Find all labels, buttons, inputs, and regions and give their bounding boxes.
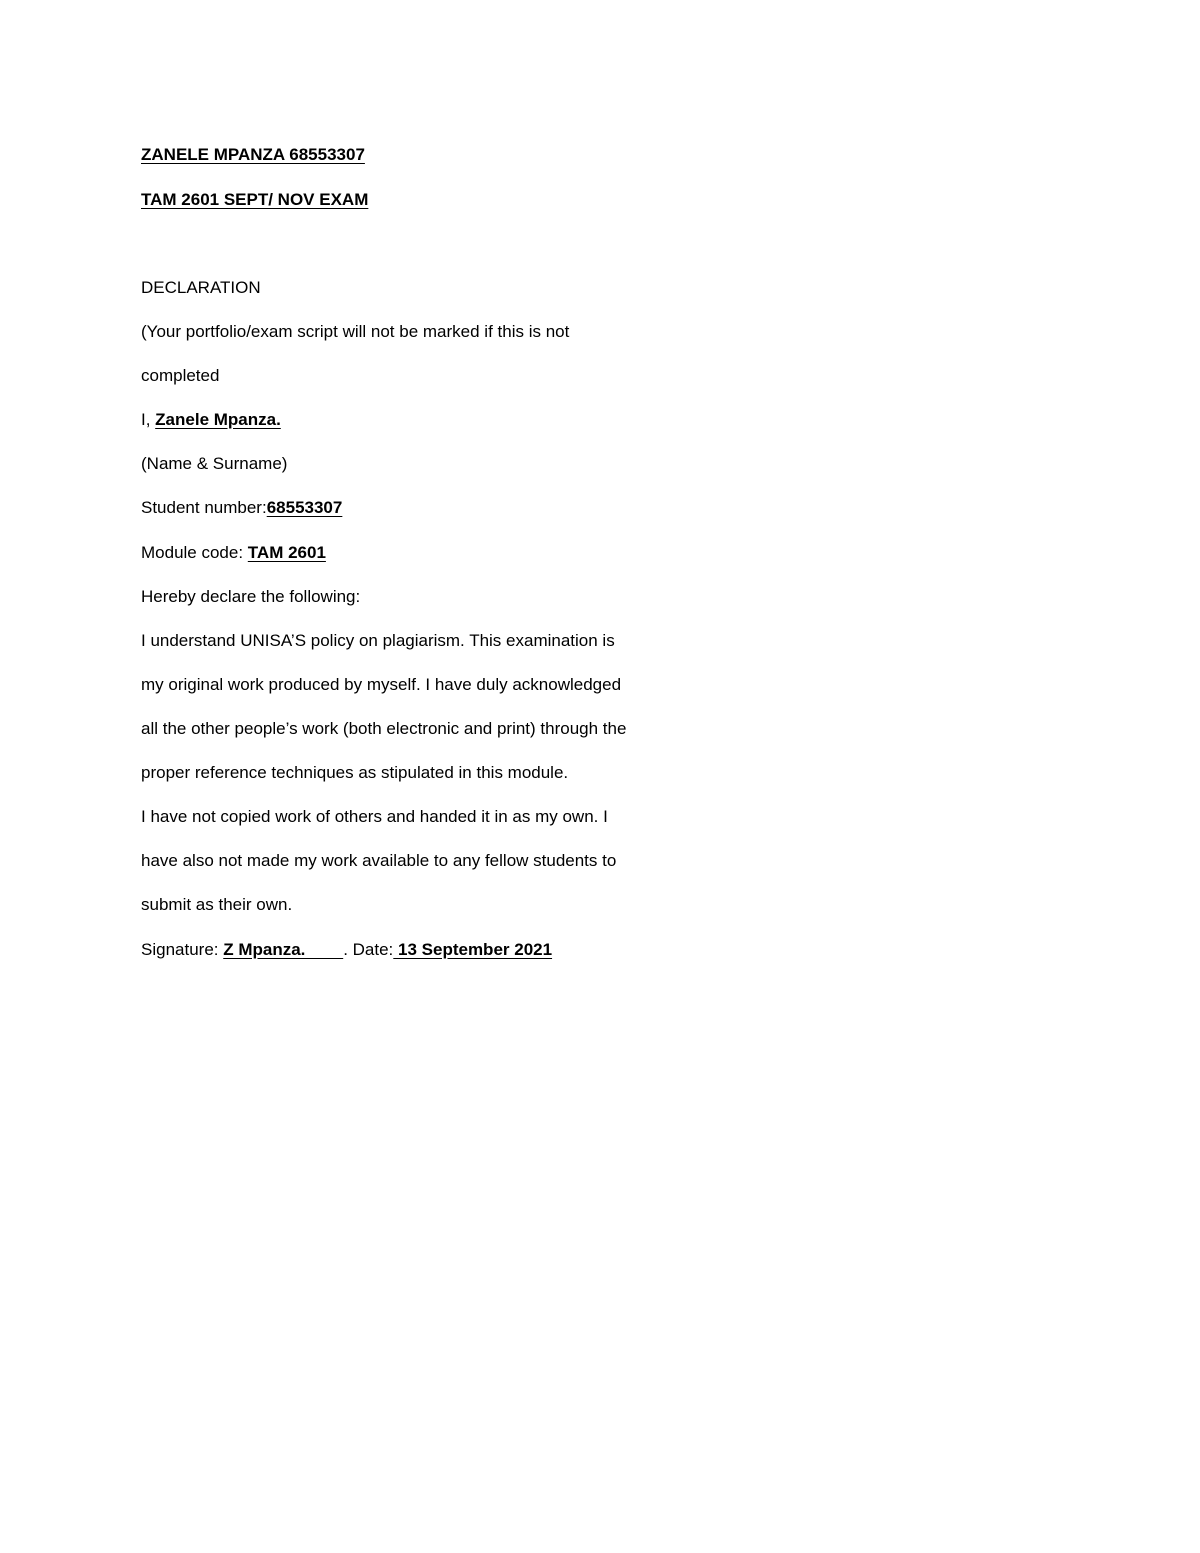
date-label: . Date: <box>343 940 394 959</box>
module-code-label: Module code: <box>141 543 248 562</box>
module-code-value: TAM 2601 <box>247 543 326 562</box>
section-title: DECLARATION <box>141 278 261 297</box>
notice-line-2: completed <box>141 366 220 385</box>
body-line: submit as their own. <box>141 895 293 914</box>
body-line: my original work produced by myself. I have duly acknowledged <box>141 675 622 694</box>
name-prefix: I, <box>141 410 156 429</box>
body-line: have also not made my work available to any fellow students to <box>141 851 617 870</box>
student-number-value: 68553307 <box>266 498 343 517</box>
name-line <box>141 409 281 431</box>
student-number-label: Student number: <box>141 498 267 517</box>
module-code-line <box>141 542 326 564</box>
body-line: proper reference techniques as stipulated in this module. <box>141 763 569 782</box>
student-number-line <box>141 497 342 519</box>
signature-label: Signature: <box>141 940 224 959</box>
body-line: all the other people’s work (both electronic and print) through the <box>141 719 627 738</box>
name-caption: (Name & Surname) <box>141 454 288 473</box>
signature-value: Z Mpanza. <box>223 940 344 959</box>
body-line: I have not copied work of others and handed it in as my own. I <box>141 807 608 826</box>
header-exam-line: TAM 2601 SEPT/ NOV EXAM <box>141 190 369 209</box>
date-value: 13 September 2021 <box>393 940 553 959</box>
name-value: Zanele Mpanza. <box>155 410 281 429</box>
body-line: I understand UNISA’S policy on plagiarism. This examination is <box>141 631 615 650</box>
notice-line-1: (Your portfolio/exam script will not be marked if this is not <box>141 322 570 341</box>
signature-line <box>141 939 552 961</box>
declare-intro: Hereby declare the following: <box>141 587 361 606</box>
header-name-line: ZANELE MPANZA 68553307 <box>141 145 365 164</box>
